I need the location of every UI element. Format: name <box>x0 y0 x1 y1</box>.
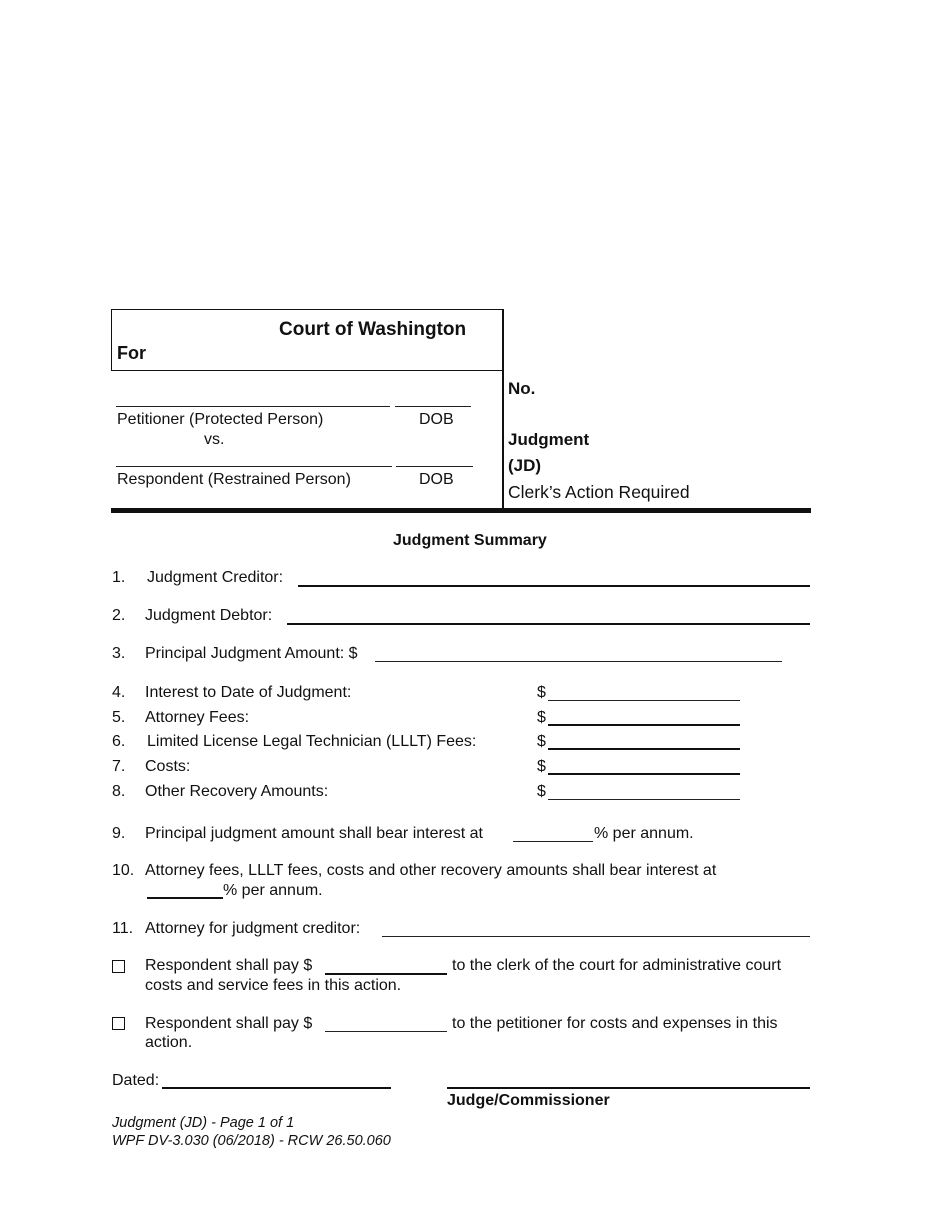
currency-symbol: $ <box>537 684 546 701</box>
document-code: (JD) <box>508 456 542 475</box>
respondent-dob-field[interactable] <box>396 466 473 467</box>
dated-label: Dated: <box>112 1072 160 1089</box>
lllt-fees-field[interactable] <box>548 748 740 750</box>
footer-page-label: Judgment (JD) - Page 1 of 1 <box>112 1115 295 1131</box>
caption-bottom-rule <box>111 508 811 513</box>
petitioner-dob-label: DOB <box>419 411 454 428</box>
principal-interest-rate-field[interactable] <box>513 841 593 842</box>
petitioner-costs-amount-field[interactable] <box>325 1031 447 1032</box>
petitioner-name-field[interactable] <box>116 406 390 407</box>
lllt-fees-label: Limited License Legal Technician (LLLT) Fees: <box>147 733 477 750</box>
judge-commissioner-label: Judge/Commissioner <box>447 1092 610 1109</box>
item-number: 8. <box>112 783 126 800</box>
currency-symbol: $ <box>537 709 546 726</box>
petitioner-costs-text-line2: action. <box>145 1034 193 1051</box>
footer-form-id: WPF DV-3.030 (06/2018) - RCW 26.50.060 <box>112 1133 391 1149</box>
item-number: 5. <box>112 709 126 726</box>
admin-costs-text-line2: costs and service fees in this action. <box>145 977 402 994</box>
item-number: 1. <box>112 569 126 586</box>
attorney-for-creditor-field[interactable] <box>382 936 810 937</box>
other-recovery-field[interactable] <box>548 799 740 800</box>
item-number: 4. <box>112 684 126 701</box>
item-number: 9. <box>112 825 126 842</box>
vs-label: vs. <box>204 431 225 448</box>
respondent-label: Respondent (Restrained Person) <box>117 471 351 488</box>
dated-field[interactable] <box>162 1087 391 1089</box>
admin-costs-text: Respondent shall pay $ <box>145 957 313 974</box>
admin-costs-amount-field[interactable] <box>325 973 447 975</box>
fees-interest-rate-field[interactable] <box>147 897 223 899</box>
attorney-fees-label: Attorney Fees: <box>145 709 250 726</box>
admin-costs-text-after: to the clerk of the court for administrative court <box>452 957 782 974</box>
principal-interest-label: Principal judgment amount shall bear interest at <box>145 825 483 842</box>
caption-divider <box>502 309 504 508</box>
costs-label: Costs: <box>145 758 191 775</box>
petitioner-costs-text: Respondent shall pay $ <box>145 1015 313 1032</box>
judge-signature-field[interactable] <box>447 1087 810 1089</box>
court-for-label: For <box>117 343 146 363</box>
item-number: 2. <box>112 607 126 624</box>
judgment-debtor-label: Judgment Debtor: <box>145 607 273 624</box>
item-number: 7. <box>112 758 126 775</box>
currency-symbol: $ <box>537 733 546 750</box>
currency-symbol: $ <box>537 758 546 775</box>
other-recovery-label: Other Recovery Amounts: <box>145 783 329 800</box>
item-number: 11. <box>112 920 134 937</box>
principal-amount-label: Principal Judgment Amount: $ <box>145 645 358 662</box>
document-title: Judgment <box>508 430 590 449</box>
judgment-creditor-label: Judgment Creditor: <box>147 569 284 586</box>
principal-amount-field[interactable] <box>375 661 782 662</box>
judgment-creditor-field[interactable] <box>298 585 810 587</box>
admin-costs-checkbox[interactable] <box>112 960 125 973</box>
petitioner-dob-field[interactable] <box>395 406 471 407</box>
case-number-label: No. <box>508 379 536 398</box>
item-number: 3. <box>112 645 126 662</box>
fees-interest-label: Attorney fees, LLLT fees, costs and other recovery amounts shall bear interest at <box>145 862 717 879</box>
petitioner-costs-text-after: to the petitioner for costs and expenses in this <box>452 1015 778 1032</box>
costs-field[interactable] <box>548 773 740 775</box>
fees-interest-suffix: % per annum. <box>223 882 323 899</box>
currency-symbol: $ <box>537 783 546 800</box>
attorney-for-creditor-label: Attorney for judgment creditor: <box>145 920 361 937</box>
court-title: Court of Washington <box>279 319 467 340</box>
respondent-name-field[interactable] <box>116 466 392 467</box>
respondent-dob-label: DOB <box>419 471 454 488</box>
interest-to-date-label: Interest to Date of Judgment: <box>145 684 352 701</box>
clerk-action-label: Clerk’s Action Required <box>508 482 690 502</box>
attorney-fees-field[interactable] <box>548 724 740 726</box>
item-number: 6. <box>112 733 126 750</box>
item-number: 10. <box>112 862 135 879</box>
interest-to-date-field[interactable] <box>548 700 740 701</box>
petitioner-costs-checkbox[interactable] <box>112 1017 125 1030</box>
principal-interest-suffix: % per annum. <box>594 825 694 842</box>
petitioner-label: Petitioner (Protected Person) <box>117 411 324 428</box>
judgment-debtor-field[interactable] <box>287 623 810 625</box>
summary-heading: Judgment Summary <box>393 532 547 549</box>
